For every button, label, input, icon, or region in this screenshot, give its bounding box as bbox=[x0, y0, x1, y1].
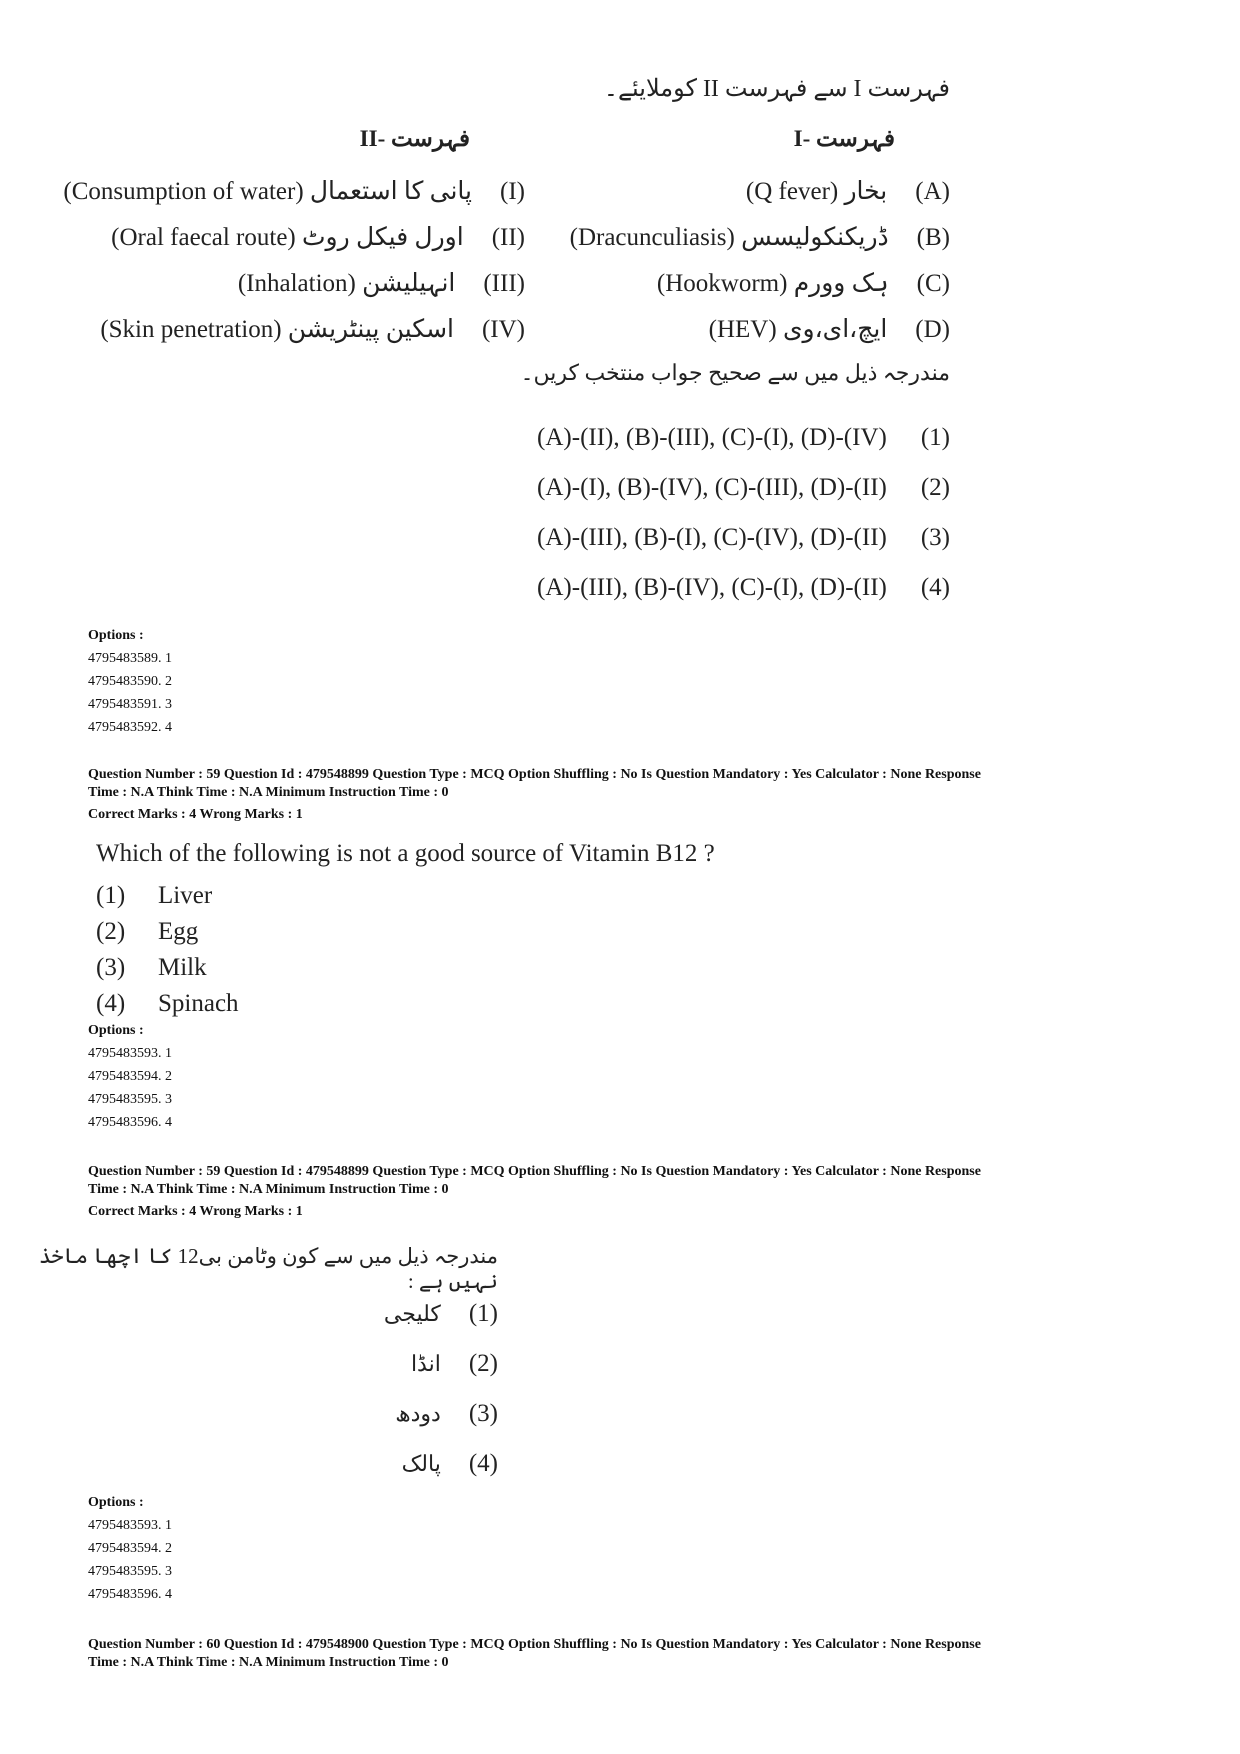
answer-choice: (A)-(III), (B)-(IV), (C)-(I), (D)-(II) (4) bbox=[537, 574, 950, 601]
choice: انڈا (2) bbox=[410, 1350, 498, 1377]
choice: (3) Milk bbox=[96, 954, 207, 981]
q58-instruction: فہرست I سے فہرست II کوملایئے۔ bbox=[603, 76, 950, 102]
list2-header: فہرست -II bbox=[359, 126, 470, 151]
question-meta: Question Number : 59 Question Id : 479548899 Question Type : MCQ Option Shuffling : No Is Question Mandatory : Yes Calculator : None Response Time : N.A Think Time : N.A Minimum Instruction Time : 0 Correct Marks : 4 Wrong Marks : 1 bbox=[88, 767, 981, 822]
question-text: Which of the following is not a good source of Vitamin B12 ? bbox=[96, 840, 715, 867]
option-id: 4795483596. 4 bbox=[88, 1587, 172, 1602]
list1-item: (Dracunculiasis) ڈریکنکولیسس (B) bbox=[569, 224, 950, 251]
list2-item: (Consumption of water) پانی کا استعمال (I) bbox=[63, 178, 525, 205]
option-id: 4795483596. 4 bbox=[88, 1115, 172, 1130]
question-text: مندرجہ ذیل میں سے کون وٹامن بی12 کا اچھا ماخذ نہیں ہے : bbox=[38, 1244, 498, 1293]
option-id: 4795483592. 4 bbox=[88, 720, 172, 735]
option-id: 4795483595. 3 bbox=[88, 1092, 172, 1107]
choice: (1) Liver bbox=[96, 882, 213, 909]
choice: (2) Egg bbox=[96, 918, 199, 945]
list1-header: فہرست -I bbox=[793, 126, 895, 151]
option-id: 4795483595. 3 bbox=[88, 1564, 172, 1579]
q59-ur-options bbox=[88, 1491, 172, 1606]
list2-item: (Skin penetration) اسکین پینٹریشن (IV) bbox=[100, 316, 525, 343]
options-label: Options : bbox=[88, 1495, 144, 1510]
answer-choice: (A)-(III), (B)-(I), (C)-(IV), (D)-(II) (3) bbox=[537, 524, 950, 551]
choice: دودھ (3) bbox=[395, 1400, 498, 1427]
question-meta: Question Number : 60 Question Id : 479548900 Question Type : MCQ Option Shuffling : No Is Question Mandatory : Yes Calculator : None Response Time : N.A Think Time : N.A Minimum Instruction Time : 0 bbox=[88, 1637, 981, 1670]
options-label: Options : bbox=[88, 628, 144, 643]
option-id: 4795483591. 3 bbox=[88, 697, 172, 712]
choice: کلیجی (1) bbox=[383, 1300, 498, 1327]
option-id: 4795483594. 2 bbox=[88, 1069, 172, 1084]
option-id: 4795483593. 1 bbox=[88, 1046, 172, 1061]
list2-item: (Inhalation) انہیلیشن (III) bbox=[237, 270, 525, 297]
list1-item: (HEV) ایچ،ای،وی (D) bbox=[708, 316, 950, 343]
list1-item: (Hookworm) ہک وورم (C) bbox=[656, 270, 950, 297]
list2-item: (Oral faecal route) اورل فیکل روٹ (II) bbox=[111, 224, 525, 251]
option-id: 4795483590. 2 bbox=[88, 674, 172, 689]
option-id: 4795483593. 1 bbox=[88, 1518, 172, 1533]
answer-choice: (A)-(I), (B)-(IV), (C)-(III), (D)-(II) (2) bbox=[537, 474, 950, 501]
question-meta: Question Number : 59 Question Id : 479548899 Question Type : MCQ Option Shuffling : No Is Question Mandatory : Yes Calculator : None Response Time : N.A Think Time : N.A Minimum Instruction Time : 0 Correct Marks : 4 Wrong Marks : 1 bbox=[88, 1164, 981, 1219]
q58-options bbox=[88, 624, 172, 739]
answer-choice: (A)-(II), (B)-(III), (C)-(I), (D)-(IV) (1) bbox=[537, 424, 950, 451]
choice: پالک (4) bbox=[401, 1450, 498, 1477]
q59-en-options bbox=[88, 1019, 172, 1134]
q59-choices bbox=[96, 878, 239, 1022]
list1-item: (Q fever) بخار (A) bbox=[745, 178, 950, 205]
q58-choose-text: مندرجہ ذیل میں سے صحیح جواب منتخب کریں۔ bbox=[520, 360, 950, 385]
option-id: 4795483589. 1 bbox=[88, 651, 172, 666]
choice: (4) Spinach bbox=[96, 990, 239, 1017]
option-id: 4795483594. 2 bbox=[88, 1541, 172, 1556]
options-label: Options : bbox=[88, 1023, 144, 1038]
